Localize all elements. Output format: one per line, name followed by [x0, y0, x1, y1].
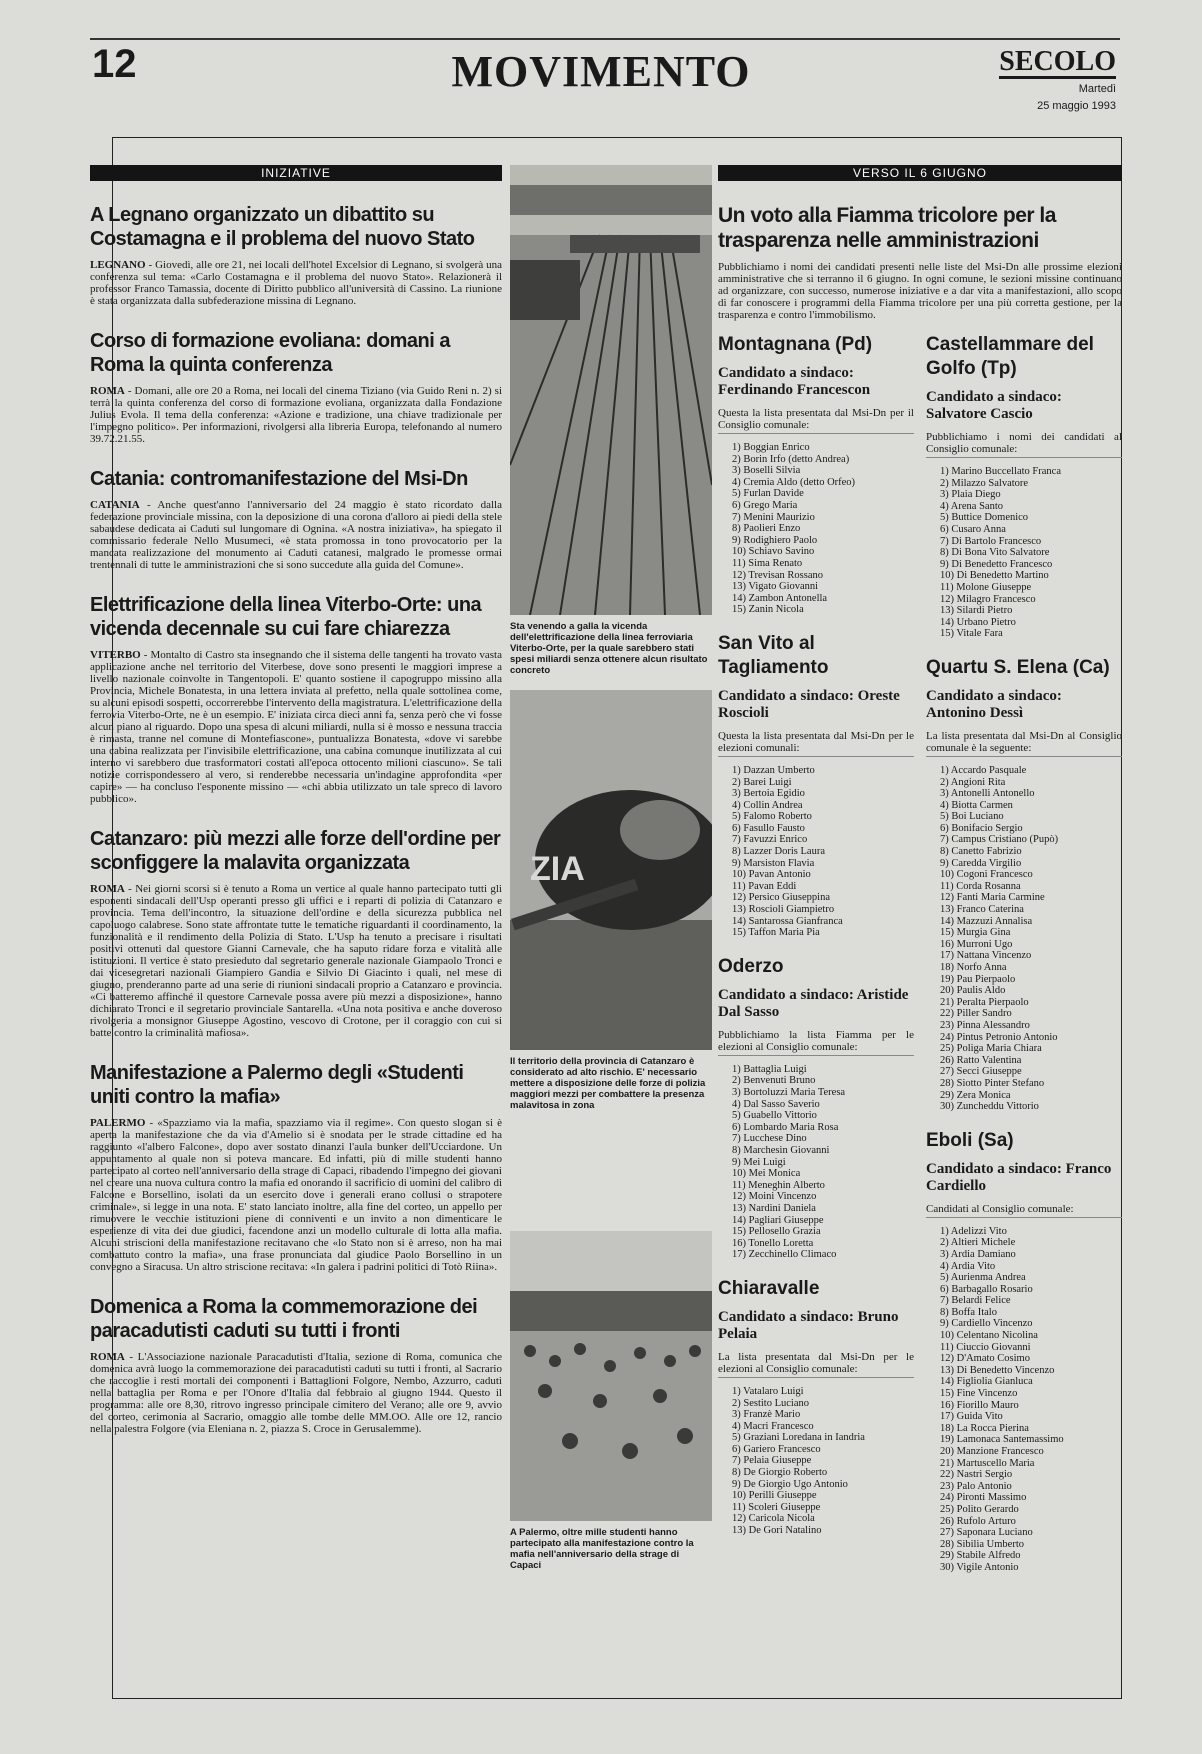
candidate-name: 3) Bortoluzzi Maria Teresa — [732, 1087, 846, 1098]
candidate-name: 17) Zecchinello Climaco — [732, 1249, 837, 1261]
article-headline: Corso di formazione evoliana: domani a Roma la quinta conferenza — [90, 330, 450, 376]
candidate-name: 12) Milagro Francesco — [940, 593, 1036, 605]
municipality-name: Quartu S. Elena (Ca) — [926, 656, 1110, 678]
candidate-name: 3) Boselli Silvia — [732, 465, 801, 477]
candidate-name: 9) De Giorgio Ugo Antonio — [732, 1478, 848, 1490]
candidate-name: 15) Zanin Nicola — [732, 604, 804, 616]
candidate-name: 14) Mazzuzi Annalisa — [940, 915, 1033, 927]
article-list — [90, 203, 502, 1435]
article-body — [90, 499, 502, 571]
helicopter-photo — [510, 690, 712, 1050]
article-body — [90, 649, 502, 805]
candidate-names — [926, 765, 1122, 1113]
candidate-names — [718, 1386, 914, 1537]
candidate-name: 7) Menini Maurizio — [732, 511, 815, 523]
candidate-name: 16) Murroni Ugo — [940, 938, 1013, 950]
candidate-name: 1) Dazzan Umberto — [732, 764, 815, 776]
article-dateline: LEGNANO — [90, 259, 146, 271]
candidate-names — [718, 442, 914, 616]
candidate-name: 9) Rodighiero Paolo — [732, 534, 818, 546]
candidate-names — [926, 1226, 1122, 1574]
candidate-names — [718, 1064, 914, 1261]
article-headline: Manifestazione a Palermo degli «Studenti uniti contro la mafia» — [90, 1062, 464, 1108]
left-column — [90, 165, 502, 1435]
candidate-name: 13) Silardi Pietro — [940, 605, 1013, 617]
candidate-name: 10) Celentano Nicolina — [940, 1330, 1038, 1342]
municipality-name: Castellammare del Golfo (Tp) — [926, 334, 1094, 379]
candidate-name: 7) Favuzzi Enrico — [732, 834, 808, 846]
candidate-name: 1) Marino Buccellato Franca — [940, 466, 1061, 477]
candidate-name: 27) Saponara Luciano — [940, 1527, 1033, 1539]
candidate-name: 6) Bonifacio Sergio — [940, 822, 1023, 834]
candidate-name: 3) Antonelli Antonello — [940, 788, 1035, 800]
article — [90, 1061, 502, 1273]
candidate-name: 22) Nastri Sergio — [940, 1469, 1013, 1481]
article-text: - Montalto di Castro sta insegnando che il sistema delle tangenti ha trovato vasta applicazione anche nel territorio del Viterbese, dove sono presenti le maggiori imprese a livello nazionale coinvolte in Tangentopoli. E' quanto sostiene il capogruppo missino alla Provincia, Michele Bonatesta, in una lettera inviata al prefetto, nella quale sottolinea come, su alcuni episodi sospetti, occorrerebbe l'intervento della magistratura. L'elettrificazione della ferrovia Viterbo-Orte, ne è un esempio. E' iniziata circa dieci anni fa, senza però che vi fosse alcun piano al riguardo. Dopo una spesa di alcuni miliardi, nulla si è mosso e nessuna traccia è rimasta, tranne nel comune di Montefiascone», puntualizza Bonatesta, «dove vi sarebbe una cabina realizzata per l'invisibile elettrificazione, una cabina comunque inutilizzata al cui interno vi sarebbero due trasformatori costati all'epoca ottocento milioni ciascuno». Se tali notizie corrispondessero al vero, si renderebbe necessaria un'indagine approfondita «per capire» — ha concluso l'esponente missino — «chi abbia utilizzato un tale spreco di lavoro pubblico». — [90, 649, 502, 805]
candidate-list-block — [718, 333, 914, 616]
candidate-name: 9) Mei Luigi — [732, 1156, 786, 1168]
candidate-name: 10) Mei Monica — [732, 1168, 801, 1180]
candidate-name: 22) Piller Sandro — [940, 1008, 1012, 1020]
candidate-name: 7) Campus Cristiano (Pupò) — [940, 834, 1059, 846]
candidate-name: 8) Boffa Italo — [940, 1306, 997, 1318]
candidate-name: 12) Trevisan Rossano — [732, 569, 824, 581]
candidate-name: 9) Di Benedetto Francesco — [940, 558, 1053, 570]
election-headline: Un voto alla Fiamma tricolore per la trasparenza nelle amministrazioni — [718, 204, 1056, 252]
photo-caption: Sta venendo a galla la vicenda dell'elettrificazione della linea ferroviaria Viterbo-Orte, per la quale sarebbero stati spesi miliardi senza ottenere alcun risultato concreto — [510, 621, 708, 676]
article-headline: Domenica a Roma la commemorazione dei paracadutisti caduti su tutti i fronti — [90, 1296, 478, 1342]
issue-date: 25 maggio 1993 — [1037, 100, 1116, 112]
candidate-name: 2) Barei Luigi — [732, 776, 792, 788]
candidate-name: 20) Manzione Francesco — [940, 1446, 1044, 1457]
issue-weekday: Martedì — [1078, 83, 1116, 95]
candidate-name: 15) Pellosello Grazia — [732, 1226, 821, 1238]
municipality-name: Eboli (Sa) — [926, 1129, 1014, 1151]
candidate-name: 2) Milazzo Salvatore — [940, 477, 1029, 489]
candidate-name: 3) Plaia Diego — [940, 489, 1001, 501]
list-intro: Candidati al Consiglio comunale: — [926, 1202, 1074, 1215]
section-bar-iniziative: INIZIATIVE — [90, 165, 502, 181]
candidate-list-block — [926, 656, 1122, 1113]
article-headline: Catania: contromanifestazione del Msi-Dn — [90, 468, 468, 490]
municipality-name: Chiaravalle — [718, 1277, 820, 1299]
election-intro: Pubblichiamo i nomi dei candidati presenti nelle liste del Msi-Dn alle prossime elezioni amministrative che si terranno il 6 giugno. In ogni comune, le sezioni missine continuano ad organizzare, con successo, numerose iniziative e a dar vita a manifestazioni, allo scopo di far conoscere i programmi della Fiamma tricolore per una più corretta gestione, per la trasparenza e contro l'immobilismo. — [718, 261, 1122, 321]
candidate-name: 4) Biotta Carmen — [940, 799, 1013, 811]
candidate-name: 3) Ardia Damiano — [940, 1248, 1016, 1260]
candidate-name: 11) Meneghin Alberto — [732, 1179, 825, 1191]
candidate-list-block — [926, 333, 1122, 640]
candidate-name: 15) Murgia Gina — [940, 927, 1011, 939]
candidate-name: 5) Boi Luciano — [940, 811, 1004, 823]
section-title: MOVIMENTO — [451, 47, 751, 96]
candidate-name: 14) Figliolia Gianluca — [940, 1376, 1033, 1388]
mayor-candidate: Candidato a sindaco: Oreste Roscioli — [718, 687, 900, 721]
article-text: - Domani, alle ore 20 a Roma, nei locali del cinema Tiziano (via Guido Reni n. 2) si terrà la quinta conferenza del corso di formazione evoliana, organizzata dalla Fondazione Julius Evola. Il tema della conferenza: «Azione e tradizione, una chiave tradizionale per l'impegno politico». Per informazioni, rivolgersi alla libreria Europa, telefonando al numero 39.72.21.55. — [90, 385, 502, 445]
candidate-name: 4) Arena Santo — [940, 500, 1003, 512]
candidate-name: 6) Gariero Francesco — [732, 1443, 821, 1455]
article-headline: Catanzaro: più mezzi alle forze dell'ordine per sconfiggere la malavita organizzata — [90, 828, 501, 874]
mayor-candidate: Candidato a sindaco: Salvatore Cascio — [926, 389, 1062, 422]
candidate-name: 19) Pau Pierpaolo — [940, 973, 1016, 985]
article — [90, 593, 502, 805]
candidate-name: 14) Urbano Pietro — [940, 616, 1016, 628]
candidate-column-b — [926, 333, 1122, 1590]
divider — [718, 1377, 914, 1378]
candidate-name: 10) Schiavo Savino — [732, 546, 815, 558]
candidate-name: 25) Polito Gerardo — [940, 1503, 1019, 1515]
candidate-name: 11) Ciuccio Giovanni — [940, 1341, 1031, 1353]
candidate-name: 14) Santarossa Gianfranca — [732, 915, 843, 927]
divider — [926, 457, 1122, 458]
article-dateline: ROMA — [90, 883, 125, 895]
candidate-name: 11) Pavan Eddi — [732, 880, 797, 892]
candidate-name: 2) Sestito Luciano — [732, 1397, 809, 1409]
candidate-name: 5) Buttice Domenico — [940, 512, 1029, 524]
article — [90, 827, 502, 1039]
candidate-column-a — [718, 333, 914, 1553]
candidate-name: 15) Vitale Fara — [940, 628, 1003, 640]
municipality-name: Montagnana (Pd) — [718, 334, 873, 355]
candidate-name: 18) Norfo Anna — [940, 962, 1007, 973]
candidate-name: 19) Lamonaca Santemassimo — [940, 1434, 1064, 1446]
divider — [926, 756, 1122, 757]
candidate-name: 29) Stabile Alfredo — [940, 1550, 1021, 1562]
candidate-name: 30) Zuncheddu Vittorio — [940, 1101, 1039, 1113]
candidate-name: 15) Taffon Maria Pia — [732, 927, 820, 939]
candidate-name: 6) Cusaro Anna — [940, 523, 1006, 535]
article — [90, 203, 502, 307]
candidate-name: 9) Marsiston Flavia — [732, 857, 815, 869]
candidate-name: 27) Secci Giuseppe — [940, 1066, 1022, 1078]
svg-text:ZIA: ZIA — [530, 850, 585, 888]
candidate-name: 26) Rufolo Arturo — [940, 1515, 1016, 1527]
candidate-name: 2) Altieri Michele — [940, 1237, 1016, 1249]
article-body — [90, 259, 502, 307]
candidate-name: 14) Pagliari Giuseppe — [732, 1214, 824, 1226]
article — [90, 1295, 502, 1435]
article-body — [90, 1351, 502, 1435]
article-text: - Nei giorni scorsi si è tenuto a Roma un vertice al quale hanno partecipato tutti gli esponenti sindacali dell'Usp operanti presso gli uffici e i reparti di polizia di Catanzaro e provincia. Tema dell'incontro, la situazione dell'ordine e della sicurezza pubblica nel capoluogo calabrese. Sono state affrontate tutte le tematiche riguardanti il coordinamento, la funzionalità e il rendimento della Polizia di Stato. L'Usp ha tenuto a precisare i risultati positivi ottenuti dal questore Gianni Carnevale, che ha saputo ridare forza e vitalità alle istituzioni. Il vertice è stato presieduto dal segretario generale nazionale Giampaolo Tronci e dai vicesegretari nazionali Giampiero Gandia e Silvio Di Giacinto i quali, nel mese di giugno, prenderanno parte ad una serie di riunioni sindacali proprio a Catanzaro e provincia. «Ci batteremo affinché il questore Carnevale possa avere più mezzi a disposizione», hanno dichiarato Tronci e il segretario provinciale Santarella. «Una nota positiva e anche doveroso rivolgeria a monsignor Giuseppe Agostino, vescovo di Crotone, per il coraggio con cui si batte contro la criminalità mafiosa». — [90, 883, 502, 1039]
page-number: 12 — [92, 42, 137, 86]
demonstration-photo — [510, 1231, 712, 1521]
candidate-list-block — [926, 1129, 1122, 1574]
list-intro: La lista presentata dal Msi-Dn al Consiglio comunale è la seguente: — [926, 729, 1122, 754]
candidate-list-block — [718, 1277, 914, 1537]
candidate-name: 3) Franzè Mario — [732, 1409, 801, 1421]
candidate-name: 7) Lucchese Dino — [732, 1133, 807, 1145]
candidate-name: 28) Sibilia Umberto — [940, 1538, 1024, 1550]
candidate-name: 8) Lazzer Doris Laura — [732, 846, 825, 858]
article — [90, 467, 502, 571]
list-intro: Pubblichiamo i nomi dei candidati al Consiglio comunale: — [926, 431, 1122, 455]
candidate-name: 6) Barbagallo Rosario — [940, 1283, 1033, 1295]
candidate-name: 13) Franco Caterina — [940, 904, 1024, 916]
candidate-name: 24) Pironti Massimo — [940, 1492, 1027, 1504]
candidate-name: 2) Angioni Rita — [940, 776, 1006, 788]
list-intro: Questa la lista presentata dal Msi-Dn per il Consiglio comunale: — [718, 407, 914, 431]
article-dateline: VITERBO — [90, 649, 141, 661]
municipality-name: Oderzo — [718, 955, 784, 977]
mayor-candidate: Candidato a sindaco: Bruno Pelaia — [718, 1308, 899, 1342]
candidate-name: 4) Ardia Vito — [940, 1260, 996, 1272]
mayor-candidate: Candidato a sindaco: Franco Cardiello — [926, 1160, 1112, 1194]
candidate-names — [926, 466, 1122, 640]
candidate-name: 16) Fiorillo Mauro — [940, 1399, 1019, 1411]
article-text: - «Spazziamo via la mafia, spazziamo via il regime». Con questo slogan si è aperta la manifestazione che da via d'Amelio si è snodata per le strade cittadine ed ha raggiunto «l'albero Falcone», dopo aver sostato dinanzi l'aula bunker dell'Ucciardone. Un appuntamento al quale non si poteva mancare. Ed infatti, più di mille studenti hanno partecipato al corteo nell'anniversario della strage di Capaci, ribadendo l'impegno dei giovani nel creare una nuova cultura contro la mafia ed onorando il sacrificio di uomini del calibro di Falcone e Borsellino, isolati da un esercito dove i generali erano collusi o strapotere criminale», si legge in una nota. E' stato lanciato inoltre, alla fine del corteo, un appello per rimuovere le vecchie istituzioni piene di conniventi e un invito a non dimenticare le esperienze di vita dei due giudici, facendone anzi un modello culturale di lotta alla mafia. Alcuni striscioni della manifestazione recitavano che «lo Stato non si è arreso, non ha mai combattuto contro la mafia», una frase pronunciata dal giudice Paolo Borsellino in un convegno a Siracusa. Un altro striscione recitava: «In galera i padrini politici di Totò Riina». — [90, 1117, 502, 1273]
list-intro: Questa la lista presentata dal Msi-Dn per le elezioni comunali: — [718, 729, 914, 754]
candidate-name: 30) Vigile Antonio — [940, 1561, 1019, 1573]
article-headline: Elettrificazione della linea Viterbo-Orte: una vicenda decennale su cui fare chiarezza — [90, 594, 482, 640]
candidate-name: 11) Corda Rosanna — [940, 880, 1021, 892]
candidate-name: 23) Pinna Alessandro — [940, 1019, 1030, 1031]
candidate-name: 1) Battaglia Luigi — [732, 1063, 807, 1075]
election-section — [718, 165, 1122, 1573]
article-text: - L'Associazione nazionale Paracadutisti d'Italia, sezione di Roma, comunica che domenica avrà luogo la commemorazione dei paracadutisti caduti su tutti i fronti, al Sacrario che raccoglie i resti mortali dei componenti i Battaglioni Folgore, Nembo, Azzurro, caduti nella battaglia per Roma e per l'Onore d'Italia dal febbraio al giugno 1944. Questo il programma: alle ore 8,30, ritrovo ingresso principale cimitero del Verano; alle ore 9, avvio del corteo, cerimonia al Sacrario, omaggio alle tombe delle MM.OO. Alle ore 12, rancio nella palestra Folgore (via Eleniana n. 2, piazza S. Croce in Gerusalemme). — [90, 1351, 502, 1435]
candidate-name: 21) Martuscello Maria — [940, 1457, 1035, 1469]
photo-column — [510, 165, 712, 1571]
candidate-name: 2) Benvenuti Bruno — [732, 1075, 816, 1087]
candidate-name: 15) Fine Vincenzo — [940, 1388, 1018, 1400]
article-body — [90, 1117, 502, 1273]
candidate-name: 5) Guabello Vittorio — [732, 1110, 817, 1122]
municipality-name: San Vito al Tagliamento — [718, 632, 829, 678]
article-text: - Giovedì, alle ore 21, nei locali dell'hotel Excelsior di Legnano, si svolgerà una conferenza sul tema: «Carlo Costamagna e il problema del nuovo Stato». Relazionerà il professor Franco Tamassia, docente di Diritto pubblico all'università di Cassino. La riunione è stata organizzata dalla subfederazione missina di Legnano. — [90, 259, 502, 307]
candidate-name: 24) Pintus Petronio Antonio — [940, 1031, 1058, 1043]
candidate-name: 11) Scoleri Giuseppe — [732, 1501, 821, 1513]
candidate-name: 23) Palo Antonio — [940, 1480, 1012, 1492]
candidate-name: 20) Paulis Aldo — [940, 985, 1006, 997]
candidate-name: 11) Molone Giuseppe — [940, 581, 1032, 593]
candidate-name: 10) Perilli Giuseppe — [732, 1490, 817, 1502]
article-dateline: PALERMO — [90, 1117, 146, 1129]
candidate-name: 8) Di Bona Vito Salvatore — [940, 547, 1050, 559]
candidate-name: 5) Aurienma Andrea — [940, 1272, 1026, 1284]
candidate-name: 13) Vigato Giovanni — [732, 581, 819, 593]
masthead — [999, 48, 1116, 113]
candidate-name: 1) Adelizzi Vito — [940, 1225, 1007, 1237]
list-intro: La lista presentata dal Msi-Dn per le elezioni al Consiglio comunale: — [718, 1350, 914, 1375]
candidate-names — [718, 765, 914, 939]
candidate-name: 13) Roscioli Giampietro — [732, 904, 835, 916]
header-rule — [90, 38, 1120, 40]
candidate-name: 26) Ratto Valentina — [940, 1054, 1022, 1066]
candidate-list-block — [718, 955, 914, 1261]
candidate-name: 4) Macri Francesco — [732, 1420, 814, 1432]
mayor-candidate: Candidato a sindaco: Ferdinando Francescon — [718, 365, 871, 398]
candidate-name: 8) Canetto Fabrizio — [940, 846, 1022, 858]
article-headline: A Legnano organizzato un dibattito su Costamagna e il problema del nuovo Stato — [90, 204, 475, 250]
photo-caption: Il territorio della provincia di Catanzaro è considerato ad alto rischio. E' necessario mettere a disposizione delle forze di polizia maggiori mezzi per combattere la presenza malavitosa in zona — [510, 1056, 706, 1111]
divider — [718, 756, 914, 757]
candidate-name: 6) Fasullo Fausto — [732, 822, 805, 834]
candidate-name: 21) Peralta Pierpaolo — [940, 996, 1029, 1008]
article-dateline: ROMA — [90, 1351, 125, 1363]
candidate-name: 12) Caricola Nicola — [732, 1513, 815, 1525]
candidate-name: 9) Cardiello Vincenzo — [940, 1318, 1033, 1330]
article-dateline: CATANIA — [90, 499, 140, 511]
candidate-list-block — [718, 632, 914, 939]
candidate-name: 8) Paolieri Enzo — [732, 523, 801, 535]
candidate-name: 5) Falomo Roberto — [732, 811, 812, 823]
article-body — [90, 385, 502, 445]
article-body — [90, 883, 502, 1039]
mayor-candidate: Candidato a sindaco: Antonino Dessì — [926, 687, 1062, 721]
candidate-name: 8) De Giorgio Roberto — [732, 1467, 828, 1479]
candidate-name: 12) Moini Vincenzo — [732, 1191, 817, 1203]
candidate-name: 10) Pavan Antonio — [732, 869, 811, 881]
candidate-name: 18) La Rocca Pierina — [940, 1422, 1029, 1434]
article-text: - Anche quest'anno l'anniversario del 24 maggio è stato ricordato dalla federazione provinciale missina, con la deposizione di una corona d'alloro ai piedi della stele sabaudese dedicata ai Caduti sul lungomare di Ognina. «A nostra iniziativa», ha spiegato il commissario federale Nello Musumeci, «è stata promossa in tono provocatorio per la mancata realizzazione del monumento ai Caduti catanesi, malgrado le promesse ormai trentennali di tutte le amministrazioni che si sono succedute alla guida del Comune». — [90, 499, 502, 571]
candidate-name: 13) Nardini Daniela — [732, 1202, 816, 1214]
candidate-name: 10) Di Benedetto Martino — [940, 570, 1049, 582]
candidate-name: 10) Cogoni Francesco — [940, 869, 1033, 881]
candidate-name: 16) Tonello Loretta — [732, 1237, 814, 1249]
candidate-name: 9) Caredda Virgilio — [940, 857, 1022, 869]
candidate-name: 4) Cremia Aldo (detto Orfeo) — [732, 476, 856, 488]
candidate-name: 28) Siotto Pinter Stefano — [940, 1077, 1045, 1089]
divider — [926, 1217, 1122, 1218]
divider — [718, 433, 914, 434]
candidate-name: 7) Pelaia Giuseppe — [732, 1455, 812, 1467]
candidate-name: 14) Zambon Antonella — [732, 592, 828, 604]
railway-photo — [510, 165, 712, 615]
candidate-name: 17) Nattana Vincenzo — [940, 950, 1032, 962]
photo-caption: A Palermo, oltre mille studenti hanno partecipato alla manifestazione contro la mafia nell'anniversario della strage di Capaci — [510, 1527, 694, 1571]
candidate-name: 11) Sima Renato — [732, 557, 803, 569]
candidate-name: 7) Di Bartolo Francesco — [940, 535, 1042, 547]
list-intro: Pubblichiamo la lista Fiamma per le elezioni al Consiglio comunale: — [718, 1028, 914, 1053]
newspaper-logo: SECOLO — [999, 46, 1116, 77]
candidate-name: 12) Persico Giuseppina — [732, 892, 830, 904]
candidate-name: 5) Furlan Davide — [732, 488, 804, 500]
candidate-name: 2) Borin Irfo (detto Andrea) — [732, 453, 850, 465]
candidate-name: 8) Marchesin Giovanni — [732, 1144, 830, 1156]
article — [90, 329, 502, 445]
section-bar-elections: VERSO IL 6 GIUGNO — [718, 165, 1122, 181]
candidate-name: 7) Belardi Felice — [940, 1295, 1011, 1307]
candidate-name: 12) Fanti Maria Carmine — [940, 892, 1045, 904]
candidate-name: 1) Boggian Enrico — [732, 442, 810, 453]
candidate-name: 1) Accardo Pasquale — [940, 764, 1027, 776]
candidate-name: 6) Lombardo Maria Rosa — [732, 1121, 839, 1133]
candidate-name: 17) Guida Vito — [940, 1411, 1003, 1423]
candidate-name: 3) Bertoia Egidio — [732, 788, 805, 800]
article-dateline: ROMA — [90, 385, 125, 397]
mayor-candidate: Candidato a sindaco: Aristide Dal Sasso — [718, 986, 909, 1020]
candidate-name: 13) De Gori Natalino — [732, 1525, 822, 1537]
candidate-name: 4) Dal Sasso Saverio — [732, 1098, 820, 1110]
divider — [718, 1055, 914, 1056]
candidate-name: 4) Collin Andrea — [732, 799, 803, 811]
candidate-name: 5) Graziani Loredana in Iandria — [732, 1432, 865, 1444]
candidate-name: 1) Vatalaro Luigi — [732, 1385, 804, 1397]
candidate-name: 13) Di Benedetto Vincenzo — [940, 1364, 1055, 1376]
candidate-name: 25) Poliga Maria Chiara — [940, 1043, 1042, 1055]
candidate-name: 12) D'Amato Cosimo — [940, 1353, 1030, 1365]
candidate-name: 29) Zera Monica — [940, 1089, 1011, 1101]
candidate-name: 6) Grego Maria — [732, 499, 798, 511]
